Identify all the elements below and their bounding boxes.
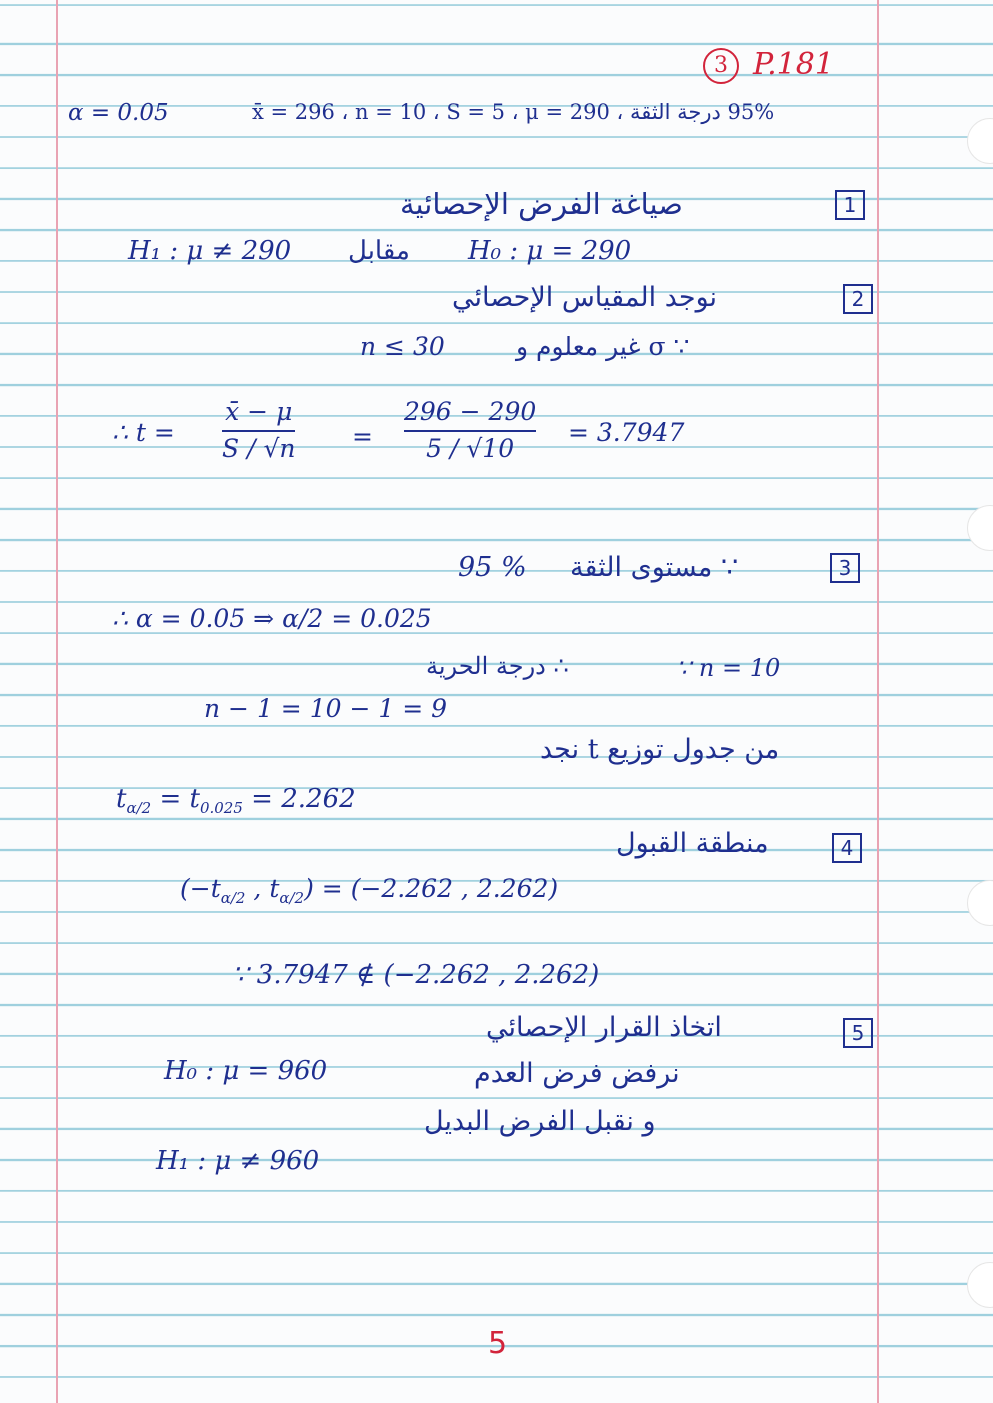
alpha-value: α = 0.05 [68, 100, 169, 126]
t-formula-fraction [222, 398, 295, 464]
sample-size-condition: n ≤ 30 [360, 332, 445, 361]
t-values-fraction [404, 398, 536, 464]
region-check: ∵ 3.7947 ∉ (−2.262 , 2.262) [232, 960, 600, 990]
alternative-hypothesis: H₁ : μ ≠ 290 [128, 236, 292, 266]
sigma-unknown-condition: ∵ σ غير معلوم و [516, 332, 690, 361]
region-mid: , t [245, 874, 280, 903]
critical-t-symbol: t [116, 784, 127, 814]
t-formula-numerator: x̄ − μ [225, 397, 293, 426]
t-values-denominator: 5 / √10 [426, 433, 515, 463]
null-hypothesis: H₀ : μ = 290 [468, 236, 632, 266]
given-values: 95% درجة الثقة ، x̄ = 296 ، n = 10 ، S = 5 ، μ = 290 [252, 100, 775, 124]
acceptance-region [180, 876, 558, 906]
step-2-number: 2 [843, 284, 873, 314]
region-subscript-2: α/2 [279, 889, 305, 907]
t-table-note: من جدول توزيع t نجد [540, 734, 780, 765]
punch-hole [967, 505, 993, 551]
circled-number: 3 [703, 48, 739, 84]
step-4-number: 4 [832, 833, 862, 863]
fraction-bar [222, 430, 295, 432]
page-number: 5 [488, 1326, 508, 1361]
region-open: (−t [180, 874, 221, 903]
accept-alternative-statement: و نقبل الفرض البديل [424, 1106, 656, 1137]
region-subscript-1: α/2 [220, 889, 246, 907]
decision-alternative-hypothesis: H₁ : μ ≠ 960 [156, 1146, 320, 1176]
punch-hole [967, 1262, 993, 1308]
left-margin-line [56, 0, 58, 1403]
sample-size: ∵ n = 10 [676, 654, 781, 682]
confidence-level-label: ∵ مستوى الثقة [570, 552, 739, 583]
critical-t-value [116, 786, 356, 816]
t-formula-denominator: S / √n [222, 433, 296, 463]
step-4-title: منطقة القبول [616, 828, 769, 859]
versus-label: مقابل [348, 236, 410, 266]
critical-t-subscript: α/2 [126, 799, 152, 818]
t-statistic-result: = 3.7947 [568, 418, 685, 447]
decision-null-hypothesis: H₀ : μ = 960 [164, 1056, 328, 1086]
t-statistic-label: ∴ t = [112, 418, 175, 447]
punch-hole [967, 118, 993, 164]
alpha-calculation: ∴ α = 0.05 ⇒ α/2 = 0.025 [112, 604, 432, 633]
degrees-of-freedom-label: ∴ درجة الحرية [426, 652, 569, 680]
critical-t-result: = 2.262 [251, 784, 356, 814]
confidence-level-value: 95 % [458, 552, 527, 583]
critical-t-level: 0.025 [199, 799, 243, 818]
page-reference [703, 48, 834, 84]
step-2-title: نوجد المقياس الإحصائي [452, 282, 718, 313]
equals-sign: = [352, 422, 373, 451]
punch-hole [967, 880, 993, 926]
right-margin-line [877, 0, 879, 1403]
step-1-title: صياغة الفرض الإحصائية [400, 187, 683, 221]
region-values: ) = (−2.262 , 2.262) [304, 874, 559, 903]
step-5-number: 5 [843, 1018, 873, 1048]
t-values-numerator: 296 − 290 [404, 397, 537, 426]
reject-null-statement: نرفض فرض العدم [474, 1058, 680, 1089]
degrees-of-freedom-calc: n − 1 = 10 − 1 = 9 [204, 694, 447, 723]
step-3-number: 3 [830, 553, 860, 583]
page-ref-text: P.181 [753, 47, 834, 82]
critical-t-equals: = t [159, 784, 200, 814]
step-1-number: 1 [835, 190, 865, 220]
step-5-title: اتخاذ القرار الإحصائي [486, 1012, 722, 1043]
fraction-bar [404, 430, 536, 432]
